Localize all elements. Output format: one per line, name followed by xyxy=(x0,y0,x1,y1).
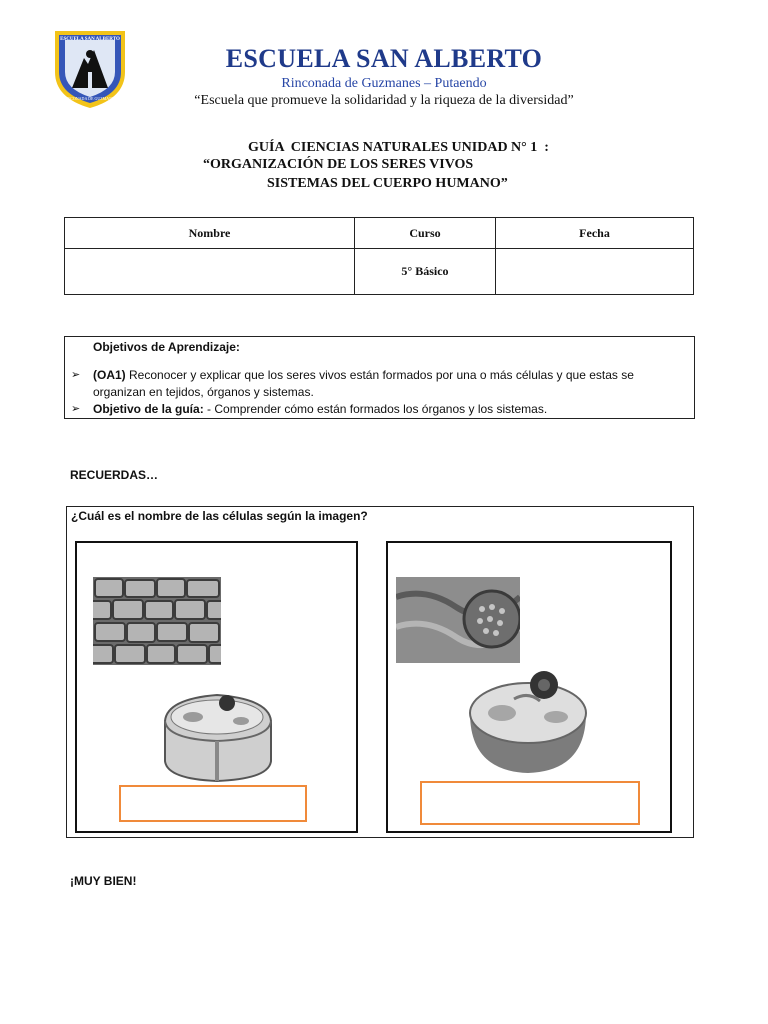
school-location: Rinconada de Guzmanes – Putaendo xyxy=(281,76,487,91)
arrow-bullet-icon: ➢ xyxy=(71,403,81,415)
arrow-bullet-icon: ➢ xyxy=(71,369,81,381)
nombre-field[interactable] xyxy=(65,249,355,295)
logo-text-bottom: RINCONADA DE GUZMANES xyxy=(63,96,117,101)
header-nombre: Nombre xyxy=(65,218,355,249)
objective-item-guide xyxy=(93,401,683,418)
closing-text: ¡MUY BIEN! xyxy=(70,874,137,888)
header-fecha: Fecha xyxy=(496,218,694,249)
school-motto: “Escuela que promueve la solidaridad y la riqueza de la diversidad” xyxy=(194,93,574,108)
header-curso: Curso xyxy=(355,218,496,249)
curso-value: 5° Básico xyxy=(355,249,496,295)
objectives-box xyxy=(64,336,695,419)
objective-item-oa1 xyxy=(93,367,683,401)
objectives-heading: Objetivos de Aprendizaje: xyxy=(93,340,240,354)
guide-title-line-2: “ORGANIZACIÓN DE LOS SERES VIVOS xyxy=(203,157,474,172)
plant-cell-illustration xyxy=(157,681,279,783)
guide-objective-text: - Comprender cómo están formados los órganos y los sistemas. xyxy=(203,402,548,416)
school-name: ESCUELA SAN ALBERTO xyxy=(225,44,543,73)
question-text: ¿Cuál es el nombre de las células según la imagen? xyxy=(71,509,368,523)
student-info-table xyxy=(64,217,694,295)
guide-title-line-3: SISTEMAS DEL CUERPO HUMANO” xyxy=(267,176,508,191)
animal-cell-illustration xyxy=(464,651,592,779)
animal-cell-answer-field[interactable] xyxy=(420,781,640,825)
guide-title-line-1: GUÍA CIENCIAS NATURALES UNIDAD N° 1 : xyxy=(248,140,549,155)
plant-cell-panel xyxy=(75,541,358,833)
logo-text-top: ESCUELA SAN ALBERTO xyxy=(60,37,120,42)
animal-cell-panel xyxy=(386,541,672,833)
oa1-text: Reconocer y explicar que los seres vivos están formados por una o más células y que estas se organizan en tejidos, órganos y sistemas. xyxy=(93,368,634,399)
guide-objective-label: Objetivo de la guía: xyxy=(93,402,204,416)
recuerdas-label: RECUERDAS… xyxy=(70,468,159,482)
plant-tissue-micrograph xyxy=(93,577,221,665)
oa1-code: (OA1) xyxy=(93,368,126,382)
table-row xyxy=(65,249,694,295)
table-header-row xyxy=(65,218,694,249)
fecha-field[interactable] xyxy=(496,249,694,295)
question-box xyxy=(66,506,694,838)
plant-cell-answer-field[interactable] xyxy=(119,785,307,822)
